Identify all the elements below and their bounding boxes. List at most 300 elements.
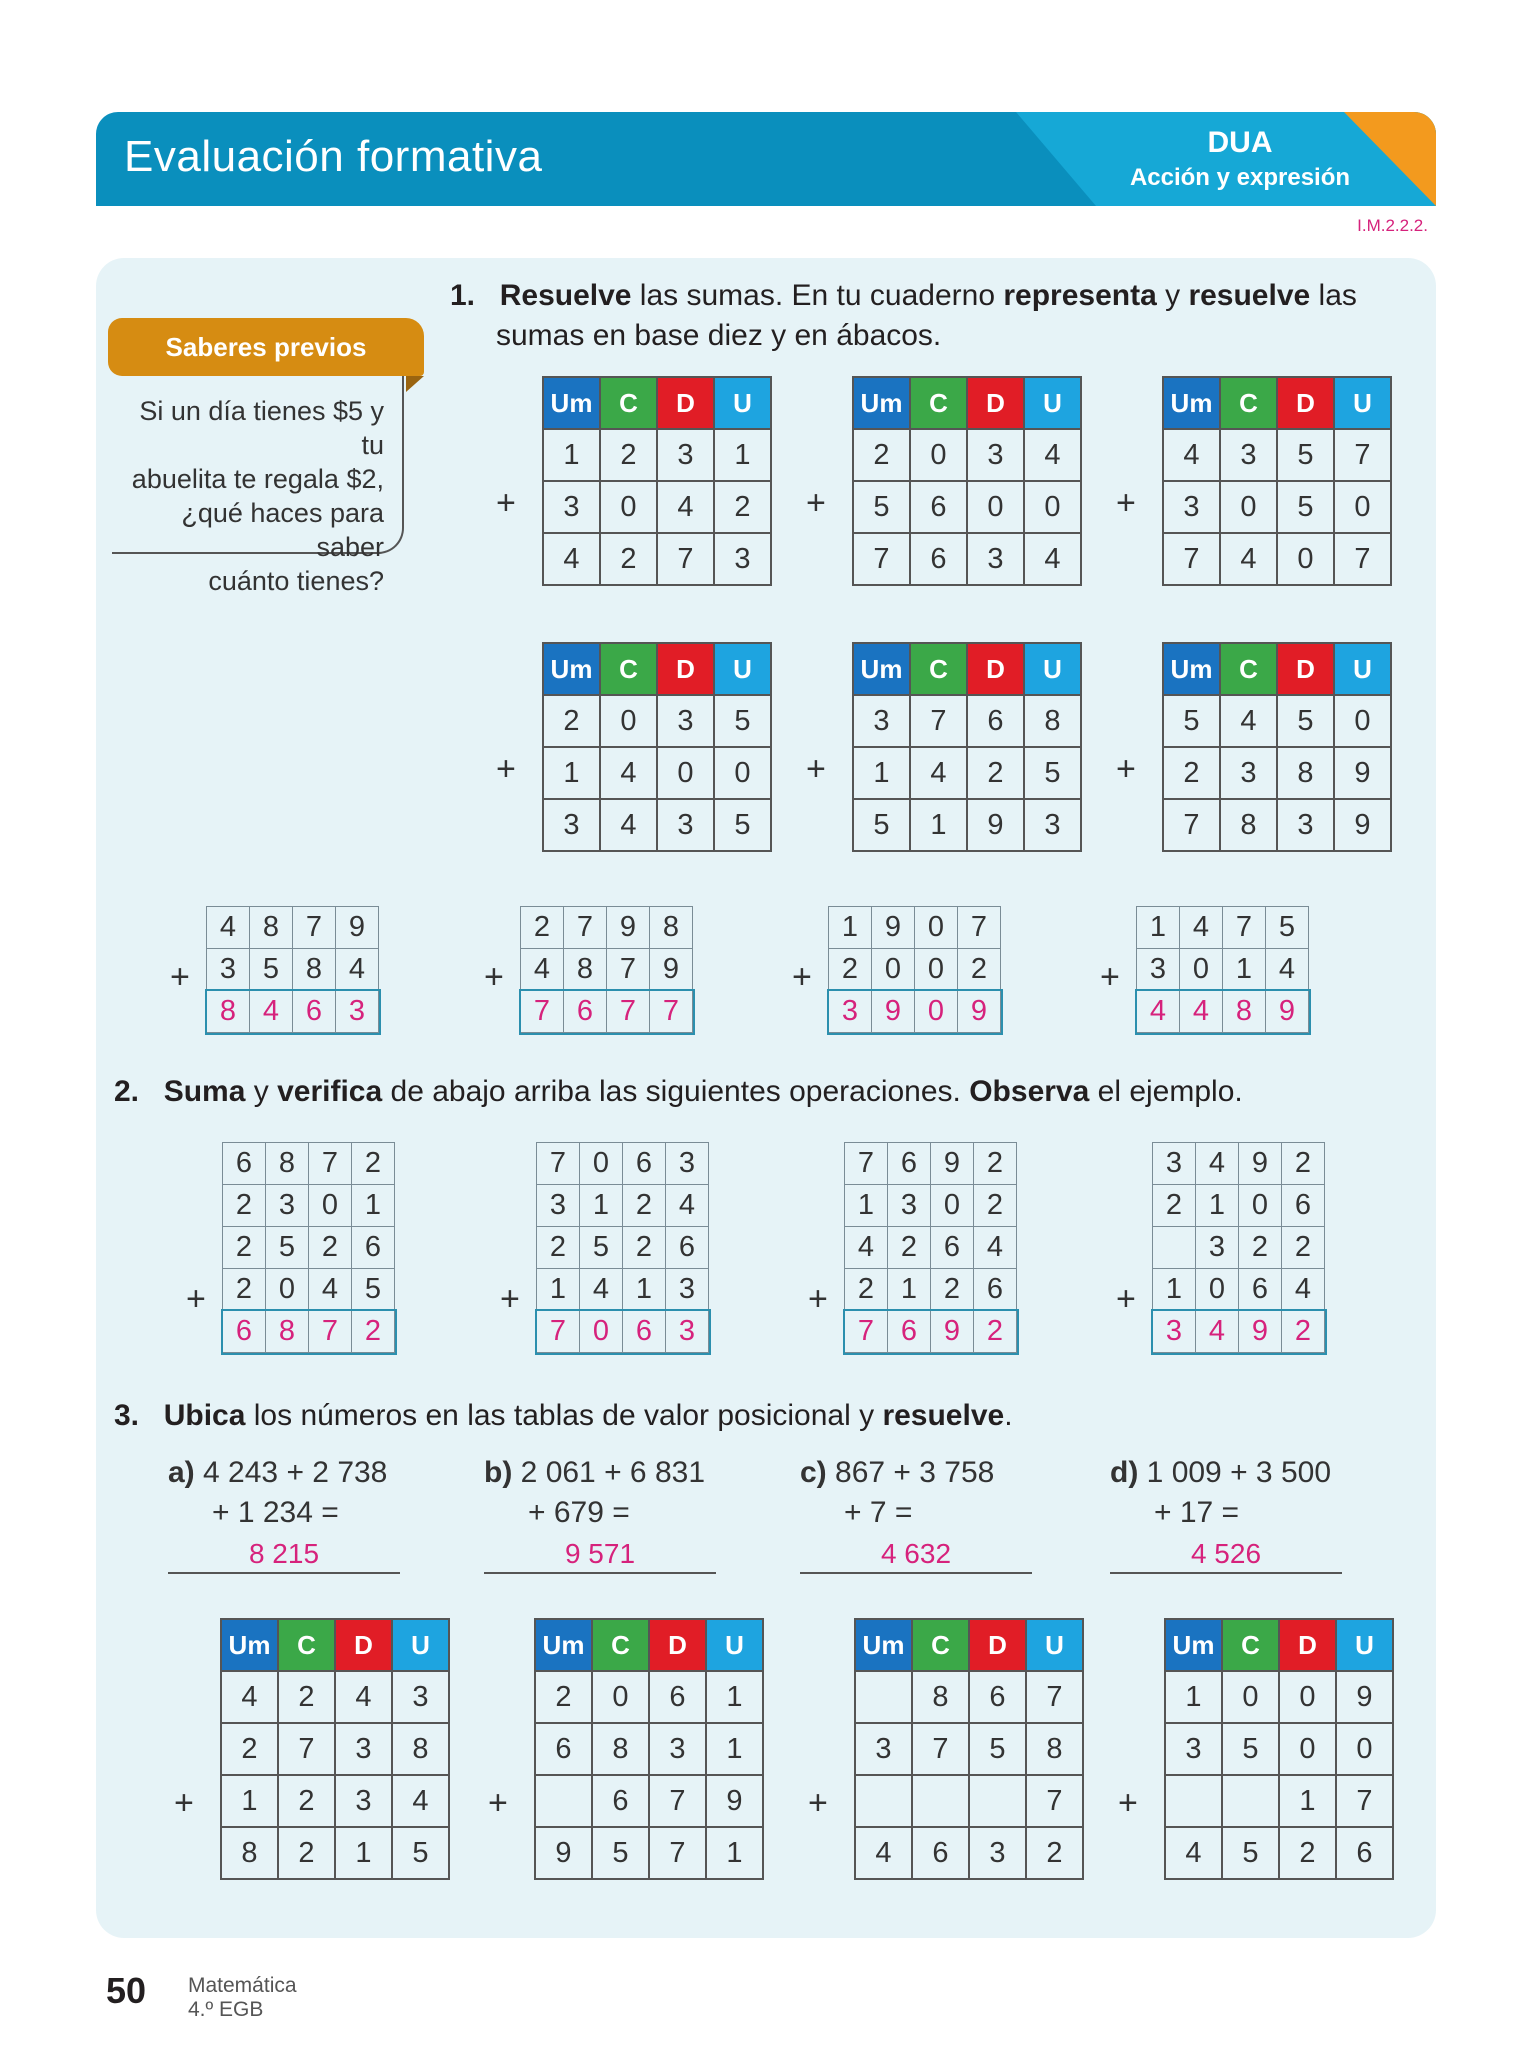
place-header-u: U <box>1334 643 1391 695</box>
addend-row <box>1153 1185 1325 1227</box>
digit-cell: 2 <box>1282 1311 1325 1353</box>
plus-sign: + <box>496 750 516 788</box>
result-row <box>853 799 1081 851</box>
digit-cell: 6 <box>223 1311 266 1353</box>
digit-cell: 2 <box>352 1143 395 1185</box>
q3-item-expr: 4 243 + 2 738 <box>203 1456 388 1489</box>
digit-cell: 2 <box>1026 1827 1083 1879</box>
digit-cell: 7 <box>910 695 967 747</box>
plus-sign: + <box>174 1784 194 1822</box>
digit-cell: 3 <box>1137 949 1180 991</box>
place-header-um: Um <box>1163 377 1220 429</box>
digit-cell: 0 <box>266 1269 309 1311</box>
digit-cell: 1 <box>1196 1185 1239 1227</box>
digit-cell: 4 <box>543 533 600 585</box>
q1-part: representa <box>1003 279 1157 312</box>
saberes-line: ¿qué haces para saber <box>181 498 384 562</box>
digit-cell: 1 <box>221 1775 278 1827</box>
addend-row <box>221 1671 449 1723</box>
addend-row <box>845 1185 1017 1227</box>
top-row <box>223 1143 395 1185</box>
digit-cell: 3 <box>1277 799 1334 851</box>
digit-cell: 8 <box>1277 747 1334 799</box>
q2-part: Suma <box>163 1075 246 1108</box>
verify-grid <box>222 1142 395 1353</box>
digit-cell: 5 <box>1266 907 1309 949</box>
digit-cell: 7 <box>650 991 693 1033</box>
digit-cell: 6 <box>967 695 1024 747</box>
digit-cell: 7 <box>657 533 714 585</box>
plus-sign: + <box>1118 1784 1138 1822</box>
plus-sign: + <box>1116 1280 1136 1318</box>
digit-cell: 2 <box>1282 1227 1325 1269</box>
digit-cell: 1 <box>853 747 910 799</box>
q1-title-line2: sumas en base diez y en ábacos. <box>496 319 942 352</box>
q3-item-line1 <box>800 1456 994 1490</box>
top-row <box>845 1143 1017 1185</box>
digit-cell: 2 <box>221 1723 278 1775</box>
digit-cell: 5 <box>714 799 771 851</box>
answer-line <box>168 1572 400 1574</box>
digit-cell: 9 <box>931 1311 974 1353</box>
addend-row <box>521 907 693 949</box>
digit-cell: 3 <box>657 799 714 851</box>
digit-cell: 5 <box>250 949 293 991</box>
place-header-d: D <box>649 1619 706 1671</box>
digit-grid <box>1136 906 1309 1033</box>
digit-cell: 2 <box>845 1269 888 1311</box>
digit-cell: 7 <box>278 1723 335 1775</box>
digit-cell: 0 <box>600 695 657 747</box>
digit-cell: 1 <box>888 1269 931 1311</box>
digit-cell: 8 <box>266 1311 309 1353</box>
digit-cell: 3 <box>967 429 1024 481</box>
answer-line <box>800 1572 1032 1574</box>
digit-cell: 2 <box>888 1227 931 1269</box>
digit-cell: 2 <box>278 1671 335 1723</box>
digit-cell: 4 <box>910 747 967 799</box>
q1-part: las <box>1310 279 1357 312</box>
digit-cell: 5 <box>714 695 771 747</box>
digit-cell: 1 <box>1153 1269 1196 1311</box>
digit-cell: 2 <box>974 1311 1017 1353</box>
result-row <box>543 533 771 585</box>
q3-item-answer: 8 215 <box>248 1538 320 1569</box>
digit-cell: 3 <box>666 1311 709 1353</box>
digit-cell: 8 <box>250 907 293 949</box>
digit-cell: 3 <box>1196 1227 1239 1269</box>
digit-cell: 7 <box>853 533 910 585</box>
digit-cell: 6 <box>912 1827 969 1879</box>
digit-cell: 2 <box>352 1311 395 1353</box>
digit-cell: 9 <box>1266 991 1309 1033</box>
digit-cell: 2 <box>1239 1227 1282 1269</box>
digit-cell: 7 <box>845 1143 888 1185</box>
digit-cell: 0 <box>1334 481 1391 533</box>
digit-cell: 2 <box>223 1185 266 1227</box>
digit-cell: 1 <box>352 1185 395 1227</box>
digit-cell: 2 <box>931 1269 974 1311</box>
addend-row <box>543 429 771 481</box>
digit-cell: 7 <box>1163 799 1220 851</box>
plus-sign: + <box>808 1784 828 1822</box>
digit-cell: 7 <box>309 1143 352 1185</box>
place-header-d: D <box>335 1619 392 1671</box>
digit-cell: 0 <box>915 949 958 991</box>
digit-cell: 4 <box>1282 1269 1325 1311</box>
answer-line <box>1110 1572 1342 1574</box>
verify-grid <box>1152 1142 1325 1353</box>
digit-cell: 9 <box>706 1775 763 1827</box>
addend-row <box>543 747 771 799</box>
digit-cell: 9 <box>607 907 650 949</box>
digit-cell: 6 <box>888 1143 931 1185</box>
digit-cell: 2 <box>974 1185 1017 1227</box>
digit-cell: 2 <box>543 695 600 747</box>
q3-item-answer: 9 571 <box>564 1538 636 1569</box>
digit-cell: 6 <box>623 1143 666 1185</box>
digit-cell: 7 <box>1026 1775 1083 1827</box>
digit-cell: 0 <box>1180 949 1223 991</box>
digit-cell: 6 <box>293 991 336 1033</box>
place-header-um: Um <box>543 643 600 695</box>
digit-cell: 4 <box>1266 949 1309 991</box>
place-header-u: U <box>714 377 771 429</box>
digit-cell: 4 <box>1024 533 1081 585</box>
place-header-d: D <box>967 377 1024 429</box>
answer-line <box>484 1572 716 1574</box>
pv-table <box>1162 642 1392 852</box>
digit-cell: 3 <box>1153 1311 1196 1353</box>
addend-row <box>829 949 1001 991</box>
digit-cell: 4 <box>392 1775 449 1827</box>
plus-sign: + <box>1100 958 1120 996</box>
digit-cell: 8 <box>207 991 250 1033</box>
place-header-d: D <box>1279 1619 1336 1671</box>
digit-cell: 6 <box>649 1671 706 1723</box>
addend-row <box>535 1775 763 1827</box>
digit-cell <box>855 1671 912 1723</box>
addend-row <box>521 949 693 991</box>
digit-cell: 4 <box>1180 907 1223 949</box>
digit-cell: 0 <box>872 949 915 991</box>
header-row <box>543 377 771 429</box>
digit-cell: 9 <box>967 799 1024 851</box>
place-header-c: C <box>592 1619 649 1671</box>
header-row <box>221 1619 449 1671</box>
digit-cell: 7 <box>521 991 564 1033</box>
pv-table <box>534 1618 764 1880</box>
q3-part: . <box>1004 1399 1013 1432</box>
digit-cell: 6 <box>623 1311 666 1353</box>
addend-row <box>537 1227 709 1269</box>
digit-cell: 7 <box>293 907 336 949</box>
digit-cell: 0 <box>1220 481 1277 533</box>
addend-row <box>1165 1671 1393 1723</box>
page-number: 50 <box>106 1970 147 2011</box>
place-header-um: Um <box>535 1619 592 1671</box>
addend-row <box>543 481 771 533</box>
digit-cell: 5 <box>1277 429 1334 481</box>
digit-cell <box>912 1775 969 1827</box>
digit-cell: 0 <box>967 481 1024 533</box>
digit-cell: 8 <box>1026 1723 1083 1775</box>
digit-cell: 3 <box>1165 1723 1222 1775</box>
digit-cell <box>1222 1775 1279 1827</box>
pv-table <box>542 642 772 852</box>
addend-row <box>1163 747 1391 799</box>
q2-part: Observa <box>969 1075 1090 1108</box>
digit-cell: 0 <box>714 747 771 799</box>
digit-cell: 5 <box>853 799 910 851</box>
result-row <box>1165 1827 1393 1879</box>
addend-row <box>543 695 771 747</box>
q3-item-line2: + 1 234 = <box>212 1496 339 1529</box>
result-row <box>829 991 1001 1033</box>
digit-cell: 3 <box>1024 799 1081 851</box>
q3-item-answer: 4 632 <box>880 1538 952 1569</box>
place-header-um: Um <box>543 377 600 429</box>
place-header-d: D <box>967 643 1024 695</box>
digit-cell: 8 <box>564 949 607 991</box>
digit-cell: 1 <box>706 1723 763 1775</box>
place-header-u: U <box>1024 643 1081 695</box>
digit-cell: 0 <box>592 1671 649 1723</box>
digit-cell: 0 <box>910 429 967 481</box>
result-row <box>537 1311 709 1353</box>
digit-cell: 2 <box>600 533 657 585</box>
addend-row <box>845 1227 1017 1269</box>
digit-cell: 6 <box>223 1143 266 1185</box>
q3-item-line1 <box>1110 1456 1331 1490</box>
digit-cell: 8 <box>1223 991 1266 1033</box>
digit-cell: 9 <box>1239 1143 1282 1185</box>
digit-cell: 9 <box>958 991 1001 1033</box>
addend-row <box>1165 1775 1393 1827</box>
addend-row <box>829 907 1001 949</box>
digit-cell: 4 <box>335 1671 392 1723</box>
digit-cell: 2 <box>967 747 1024 799</box>
addend-row <box>207 907 379 949</box>
addend-row <box>223 1185 395 1227</box>
addend-row <box>1153 1227 1325 1269</box>
place-header-u: U <box>1336 1619 1393 1671</box>
digit-cell: 1 <box>580 1185 623 1227</box>
q2-part: de abajo arriba las siguientes operaciones. <box>382 1075 970 1108</box>
saberes-text <box>112 394 384 598</box>
digit-cell: 1 <box>706 1671 763 1723</box>
digit-cell: 2 <box>521 907 564 949</box>
digit-cell: 3 <box>335 1775 392 1827</box>
digit-cell: 7 <box>912 1723 969 1775</box>
digit-cell: 6 <box>888 1311 931 1353</box>
digit-cell: 4 <box>1196 1143 1239 1185</box>
place-header-c: C <box>910 643 967 695</box>
digit-cell: 8 <box>1220 799 1277 851</box>
result-row <box>521 991 693 1033</box>
digit-cell: 3 <box>888 1185 931 1227</box>
addend-row <box>1153 1269 1325 1311</box>
digit-cell: 5 <box>392 1827 449 1879</box>
q3-item-expr: 2 061 + 6 831 <box>520 1456 706 1489</box>
digit-cell: 7 <box>1334 533 1391 585</box>
digit-cell: 9 <box>650 949 693 991</box>
digit-cell: 7 <box>649 1827 706 1879</box>
digit-grid <box>828 906 1001 1033</box>
digit-grid <box>206 906 379 1033</box>
pv-table <box>542 376 772 586</box>
digit-cell: 4 <box>974 1227 1017 1269</box>
addend-row <box>221 1723 449 1775</box>
digit-cell: 5 <box>1222 1723 1279 1775</box>
digit-cell: 2 <box>535 1671 592 1723</box>
digit-cell: 2 <box>714 481 771 533</box>
saberes-label: Saberes previos <box>165 332 367 362</box>
place-header-um: Um <box>1165 1619 1222 1671</box>
digit-cell: 2 <box>223 1269 266 1311</box>
digit-cell: 5 <box>969 1723 1026 1775</box>
digit-cell: 7 <box>537 1143 580 1185</box>
digit-cell: 3 <box>335 1723 392 1775</box>
digit-grid <box>520 906 693 1033</box>
digit-cell: 4 <box>221 1671 278 1723</box>
pv-table <box>852 642 1082 852</box>
place-header-c: C <box>600 377 657 429</box>
digit-cell: 7 <box>607 991 650 1033</box>
digit-cell: 8 <box>293 949 336 991</box>
footer-subject: Matemática <box>188 1974 297 1997</box>
place-header-um: Um <box>1163 643 1220 695</box>
digit-cell: 5 <box>592 1827 649 1879</box>
digit-cell: 4 <box>600 747 657 799</box>
digit-cell <box>855 1775 912 1827</box>
digit-cell: 6 <box>666 1227 709 1269</box>
plus-sign: + <box>808 1280 828 1318</box>
result-row <box>1163 799 1391 851</box>
result-row <box>1163 533 1391 585</box>
digit-cell: 6 <box>910 533 967 585</box>
digit-cell: 1 <box>335 1827 392 1879</box>
plus-sign: + <box>806 750 826 788</box>
place-header-u: U <box>1334 377 1391 429</box>
digit-cell: 7 <box>1223 907 1266 949</box>
digit-cell: 1 <box>1223 949 1266 991</box>
digit-cell: 4 <box>666 1185 709 1227</box>
digit-cell: 5 <box>1277 481 1334 533</box>
digit-cell <box>1153 1227 1196 1269</box>
digit-cell: 0 <box>1334 695 1391 747</box>
plus-sign: + <box>488 1784 508 1822</box>
digit-cell: 4 <box>1196 1311 1239 1353</box>
digit-cell: 6 <box>592 1775 649 1827</box>
addend-row <box>1163 429 1391 481</box>
digit-cell: 9 <box>931 1143 974 1185</box>
digit-cell: 8 <box>1024 695 1081 747</box>
header-row <box>855 1619 1083 1671</box>
digit-cell: 3 <box>1220 747 1277 799</box>
digit-cell: 1 <box>910 799 967 851</box>
digit-cell: 7 <box>845 1311 888 1353</box>
digit-cell: 2 <box>623 1185 666 1227</box>
digit-cell: 0 <box>915 907 958 949</box>
header-row <box>853 377 1081 429</box>
digit-cell: 1 <box>543 747 600 799</box>
digit-cell: 3 <box>829 991 872 1033</box>
addend-row <box>853 481 1081 533</box>
top-row <box>1153 1143 1325 1185</box>
digit-cell: 3 <box>666 1269 709 1311</box>
page-title: Evaluación formativa <box>124 132 543 181</box>
digit-cell: 2 <box>1163 747 1220 799</box>
q1-number: 1. <box>450 279 476 312</box>
q3-item-line2: + 7 = <box>844 1496 913 1529</box>
digit-cell: 9 <box>1334 799 1391 851</box>
digit-cell: 4 <box>309 1269 352 1311</box>
digit-cell: 9 <box>535 1827 592 1879</box>
q3-item-letter: b) <box>484 1456 513 1489</box>
digit-cell: 2 <box>309 1227 352 1269</box>
digit-cell: 3 <box>1220 429 1277 481</box>
addend-row <box>537 1269 709 1311</box>
q3-item-answer: 4 526 <box>1190 1538 1262 1569</box>
verify-grid <box>844 1142 1017 1353</box>
digit-cell: 1 <box>706 1827 763 1879</box>
digit-cell <box>969 1775 1026 1827</box>
digit-cell: 6 <box>535 1723 592 1775</box>
place-header-u: U <box>714 643 771 695</box>
pv-table <box>852 376 1082 586</box>
digit-cell: 8 <box>912 1671 969 1723</box>
place-header-um: Um <box>853 377 910 429</box>
addend-row <box>855 1671 1083 1723</box>
addend-row <box>223 1269 395 1311</box>
q2-title <box>114 1072 1243 1112</box>
addend-row <box>537 1185 709 1227</box>
digit-cell: 7 <box>1026 1671 1083 1723</box>
digit-cell: 9 <box>1336 1671 1393 1723</box>
result-row <box>853 533 1081 585</box>
digit-cell: 5 <box>1024 747 1081 799</box>
digit-cell: 6 <box>974 1269 1017 1311</box>
digit-cell: 4 <box>1220 695 1277 747</box>
place-header-c: C <box>910 377 967 429</box>
digit-cell: 6 <box>1282 1185 1325 1227</box>
header-row <box>1165 1619 1393 1671</box>
digit-cell: 4 <box>521 949 564 991</box>
digit-cell: 5 <box>1163 695 1220 747</box>
q1-part: resuelve <box>1188 279 1311 312</box>
q3-item-line2: + 679 = <box>528 1496 630 1529</box>
digit-cell: 4 <box>580 1269 623 1311</box>
digit-cell: 3 <box>649 1723 706 1775</box>
digit-cell: 6 <box>910 481 967 533</box>
place-header-d: D <box>1277 643 1334 695</box>
digit-cell <box>535 1775 592 1827</box>
digit-cell: 7 <box>1163 533 1220 585</box>
q2-part: verifica <box>277 1075 383 1108</box>
plus-sign: + <box>496 484 516 522</box>
plus-sign: + <box>186 1280 206 1318</box>
digit-cell: 3 <box>266 1185 309 1227</box>
saberes-tab-fold <box>406 376 424 392</box>
digit-cell: 3 <box>207 949 250 991</box>
q3-item-expr: 867 + 3 758 <box>835 1456 995 1489</box>
digit-cell: 0 <box>309 1185 352 1227</box>
addend-row <box>1137 949 1309 991</box>
digit-cell: 1 <box>1137 907 1180 949</box>
digit-cell: 4 <box>1163 429 1220 481</box>
q2-part: el ejemplo. <box>1089 1075 1243 1108</box>
